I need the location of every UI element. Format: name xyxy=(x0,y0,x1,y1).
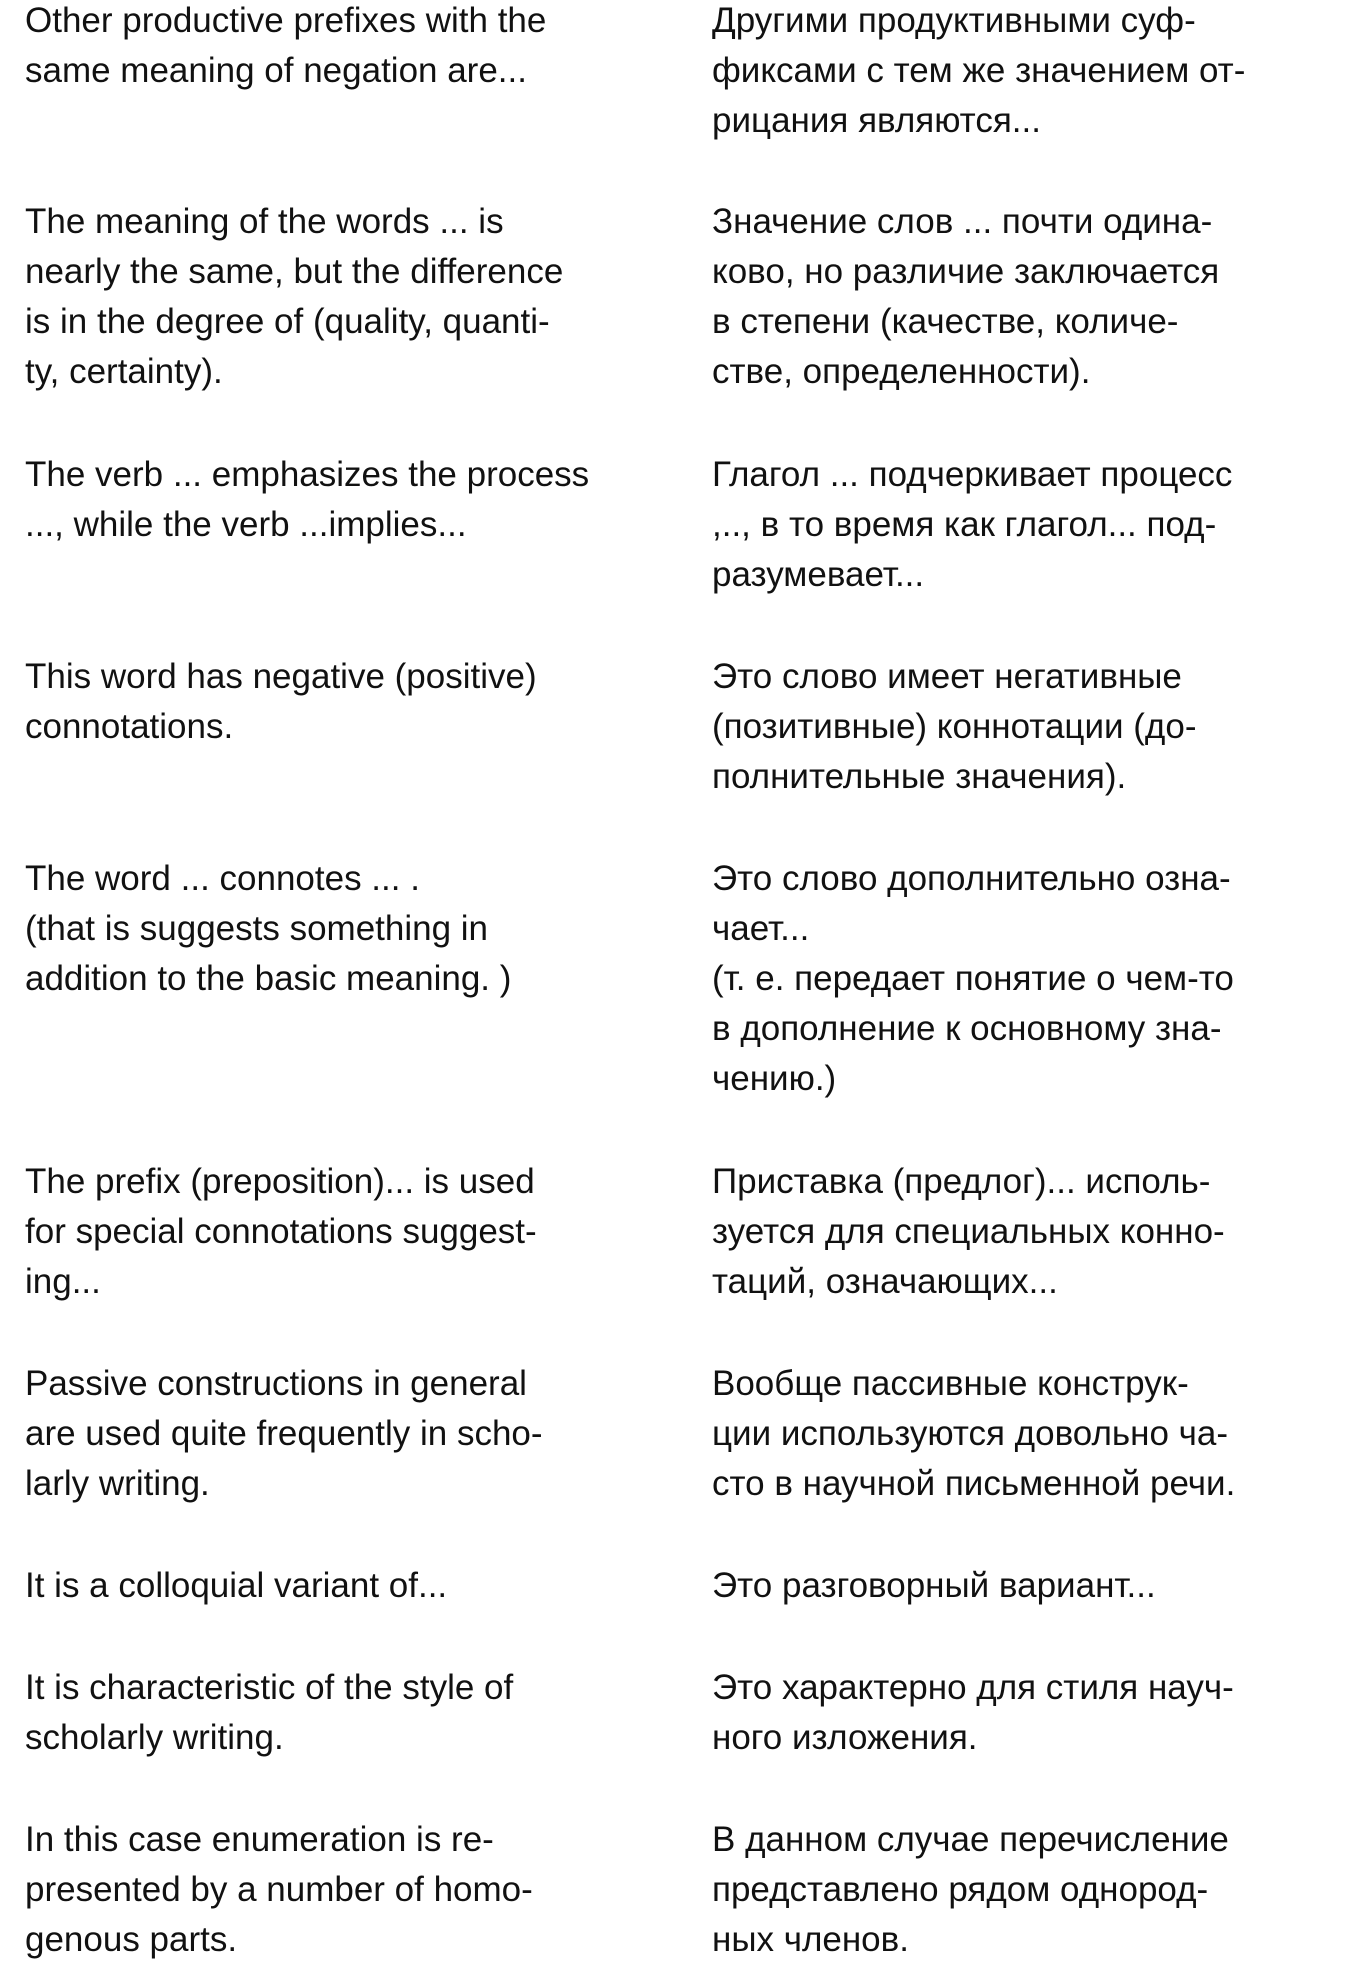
phrase-en: The meaning of the words ... is nearly the same, but the difference is in the degree of (quality, quanti- ty, certainty). xyxy=(25,202,564,391)
phrase-ru: Приставка (предлог)... исполь- зуется для специальных конно- таций, означающих... xyxy=(712,1162,1225,1301)
phrase-en: The word ... connotes ... . (that is suggests something in addition to the basic meaning. ) xyxy=(25,859,512,998)
phrase-ru: Глагол ... подчеркивает процесс ,.., в то время как глагол... под- разумевает... xyxy=(712,455,1233,594)
phrase-ru: Это слово дополнительно озна- чает... (т. е. передает понятие о чем-то в дополнение к основному зна- чению.) xyxy=(712,859,1234,1098)
phrase-ru: В данном случае перечисление представлено рядом однород- ных членов. xyxy=(712,1820,1229,1959)
phrase-en: In this case enumeration is re- presented by a number of homo- genous parts. xyxy=(25,1820,533,1959)
phrase-en: Other productive prefixes with the same meaning of negation are... xyxy=(25,1,547,90)
phrase-en: It is characteristic of the style of scholarly writing. xyxy=(25,1668,514,1757)
phrase-ru: Вообще пассивные конструк- ции используются довольно ча- сто в научной письменной речи. xyxy=(712,1364,1236,1503)
phrase-ru: Это слово имеет негативные (позитивные) коннотации (до- полнительные значения). xyxy=(712,657,1197,796)
phrase-ru: Значение слов ... почти одина- ково, но различие заключается в степени (качестве, количе- стве, определенности). xyxy=(712,202,1220,391)
phrase-ru: Это характерно для стиля науч- ного изложения. xyxy=(712,1668,1234,1757)
phrase-ru: Другими продуктивными суф- фиксами с тем же значением от- рицания являются... xyxy=(712,1,1246,140)
phrase-en: It is a colloquial variant of... xyxy=(25,1566,448,1605)
phrase-ru: Это разговорный вариант... xyxy=(712,1566,1156,1605)
phrase-en: The prefix (preposition)... is used for special connotations suggest- ing... xyxy=(25,1162,537,1301)
phrase-en: Passive constructions in general are used quite frequently in scho- larly writing. xyxy=(25,1364,543,1503)
phrase-en: This word has negative (positive) connotations. xyxy=(25,657,537,746)
phrase-en: The verb ... emphasizes the process ..., while the verb ...implies... xyxy=(25,455,590,544)
